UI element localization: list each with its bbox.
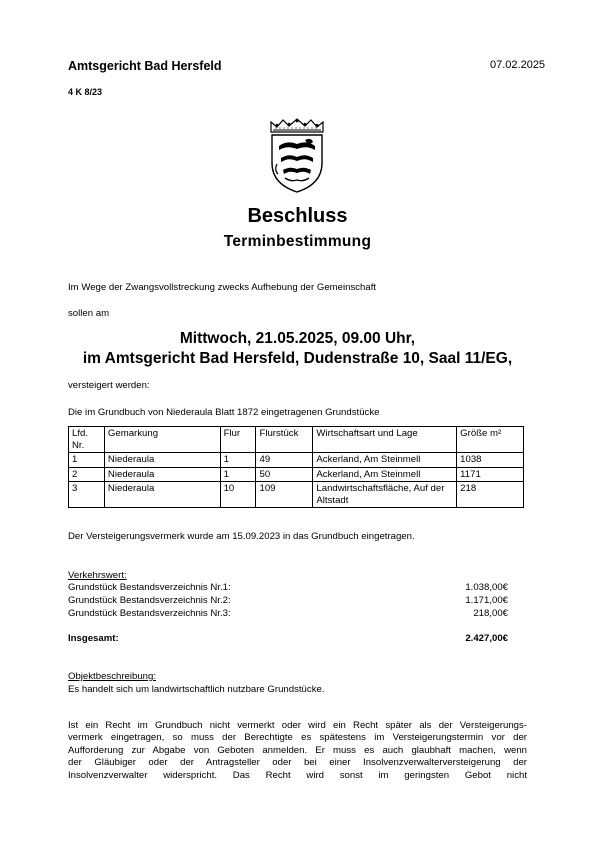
table-cell: 1038 bbox=[457, 453, 524, 468]
table-cell: Niederaula bbox=[104, 453, 220, 468]
table-cell: 1 bbox=[220, 453, 256, 468]
table-cell: 49 bbox=[256, 453, 313, 468]
table-header-cell: Lfd. Nr. bbox=[69, 427, 105, 453]
market-value-amount: 1.038,00€ bbox=[465, 582, 508, 593]
table-cell: Ackerland, Am Steinmell bbox=[313, 453, 457, 468]
market-value-heading: Verkehrswert: bbox=[68, 570, 127, 581]
document-title: Beschluss bbox=[247, 205, 348, 227]
appointment-location: im Amtsgericht Bad Hersfeld, Dudenstraße 10, Saal 11/EG, bbox=[82, 350, 513, 367]
table-header-cell: Größe m² bbox=[457, 427, 524, 453]
land-register-text: Die im Grundbuch von Niederaula Blatt 1872 eingetragenen Grundstücke bbox=[68, 407, 380, 418]
intro-text: Im Wege der Zwangsvollstreckung zwecks Aufhebung der Gemeinschaft bbox=[68, 282, 377, 293]
table-cell: 1 bbox=[69, 453, 105, 468]
table-header-cell: Gemarkung bbox=[104, 427, 220, 453]
market-value-label: Grundstück Bestandsverzeichnis Nr.2: bbox=[68, 595, 231, 606]
table-cell: Niederaula bbox=[104, 482, 220, 508]
table-row bbox=[69, 467, 524, 482]
property-table bbox=[68, 426, 524, 508]
case-number: 4 K 8/23 bbox=[68, 87, 103, 97]
paragraph-line: der Gläubiger oder der Antragsteller oder bei einer Insolvenzverwalterversteigerung der bbox=[68, 757, 527, 769]
object-description-text: Es handelt sich um landwirtschaftlich nutzbare Grundstücke. bbox=[68, 684, 325, 695]
market-value-label: Grundstück Bestandsverzeichnis Nr.3: bbox=[68, 608, 231, 619]
table-cell: 2 bbox=[69, 467, 105, 482]
paragraph-line: Aufforderung zur Abgabe von Geboten anmelden. Er muss es auch glaubhaft machen, wenn bbox=[68, 744, 527, 756]
paragraph-line: vermerk eingetragen, so muss der Berechtigte es spätestens im Versteigerungstermin vor der bbox=[68, 732, 527, 744]
table-cell: Ackerland, Am Steinmell bbox=[313, 467, 457, 482]
table-header-cell: Flurstück bbox=[256, 427, 313, 453]
market-value-amount: 218,00€ bbox=[473, 608, 508, 619]
auction-text: versteigert werden: bbox=[68, 380, 150, 391]
paragraph-line: Ist ein Recht im Grundbuch nicht vermerkt oder wird ein Recht später als der Versteigerungs- bbox=[68, 720, 527, 731]
table-cell: 1 bbox=[220, 467, 256, 482]
table-header-row bbox=[69, 427, 524, 453]
market-value-amount: 1.171,00€ bbox=[465, 595, 508, 606]
intro-text-2: sollen am bbox=[68, 308, 110, 319]
table-cell: 1171 bbox=[457, 467, 524, 482]
document-subtitle: Terminbestimmung bbox=[223, 233, 372, 250]
legal-paragraph bbox=[68, 720, 527, 782]
market-value-total-amount: 2.427,00€ bbox=[465, 633, 508, 644]
court-name: Amtsgericht Bad Hersfeld bbox=[68, 59, 222, 73]
table-cell: Landwirtschaftsfläche, Auf der Altstadt bbox=[313, 482, 457, 508]
registration-note: Der Versteigerungsvermerk wurde am 15.09.2023 in das Grundbuch eingetragen. bbox=[68, 531, 415, 542]
table-cell: 3 bbox=[69, 482, 105, 508]
table-header-cell: Flur bbox=[220, 427, 256, 453]
table-cell: 218 bbox=[457, 482, 524, 508]
paragraph-line: Insolvenzverwalter widerspricht. Das Recht wird sonst im geringsten Gebot nicht bbox=[68, 769, 527, 781]
appointment-date: Mittwoch, 21.05.2025, 09.00 Uhr, bbox=[179, 330, 416, 347]
document-date: 07.02.2025 bbox=[490, 59, 546, 71]
market-value-label: Grundstück Bestandsverzeichnis Nr.1: bbox=[68, 582, 231, 593]
table-cell: Niederaula bbox=[104, 467, 220, 482]
object-description-heading: Objektbeschreibung: bbox=[68, 671, 156, 682]
table-row bbox=[69, 453, 524, 468]
table-row bbox=[69, 482, 524, 508]
market-value-total-label: Insgesamt: bbox=[68, 633, 119, 644]
hesse-coat-of-arms-icon bbox=[267, 118, 327, 194]
table-header-cell: Wirtschaftsart und Lage bbox=[313, 427, 457, 453]
table-cell: 109 bbox=[256, 482, 313, 508]
table-cell: 10 bbox=[220, 482, 256, 508]
table-cell: 50 bbox=[256, 467, 313, 482]
